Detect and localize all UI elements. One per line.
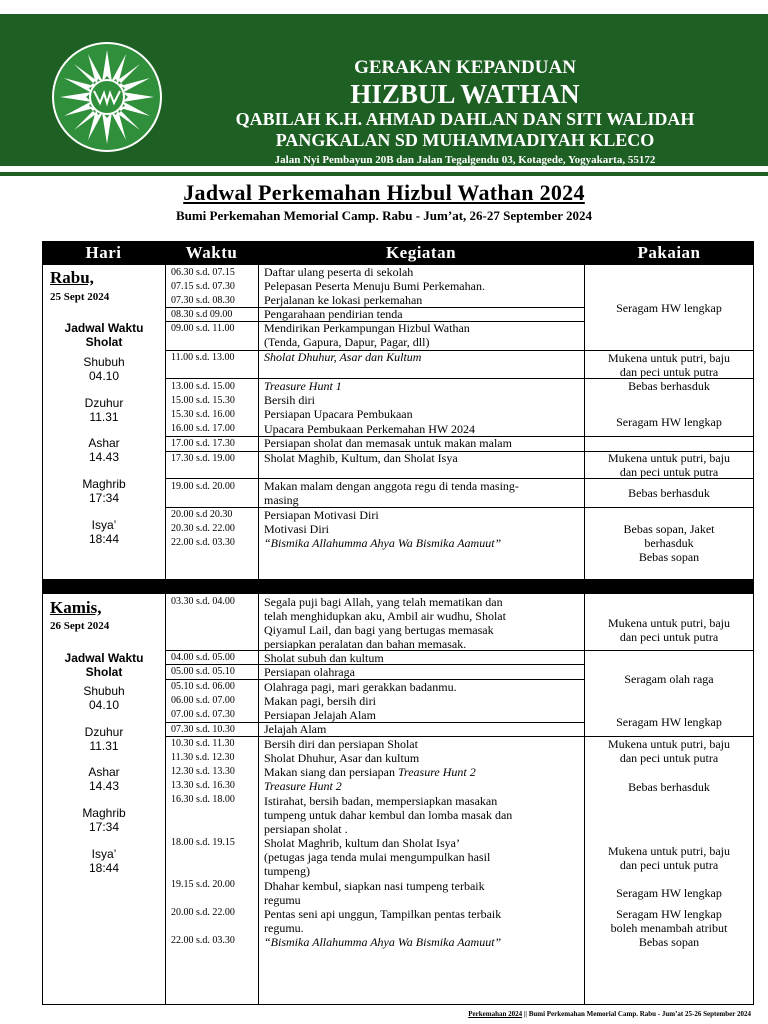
page-footer <box>468 1010 751 1018</box>
attire-text: Bebas sopan, Jaket <box>623 522 715 536</box>
document-title: Jadwal Perkemahan Hizbul Wathan 2024 <box>183 180 585 205</box>
attire-text: dan peci untuk putra <box>619 465 719 479</box>
attire-text: Seragam HW lengkap <box>616 907 722 921</box>
attire-text: dan peci untuk putra <box>619 858 719 872</box>
sholat-name: Maghrib <box>82 477 126 491</box>
activity-text: Sholat Dhuhur, Asar dan kultum <box>264 751 420 765</box>
attire-text: Seragam olah raga <box>624 672 714 686</box>
sholat-schedule-title: Jadwal Waktu Sholat <box>64 321 144 349</box>
time-slot: 17.30 s.d. 19.00 <box>171 453 235 464</box>
sholat-time: 14.43 <box>88 779 120 793</box>
day-name: Kamis, <box>50 598 102 617</box>
time-slot: 04.00 s.d. 05.00 <box>171 652 235 663</box>
activity-text: Jelajah Alam <box>264 722 327 736</box>
column-header-hari: Hari <box>85 243 122 262</box>
time-slot: 22.00 s.d. 03.30 <box>171 935 235 946</box>
attire-text: dan peci untuk putra <box>619 630 719 644</box>
attire-text: dan peci untuk putra <box>619 365 719 379</box>
activity-text: Persiapan Motivasi Diri <box>264 508 379 522</box>
time-slot: 15.00 s.d. 15.30 <box>171 395 235 406</box>
sholat-time: 14.43 <box>88 450 120 464</box>
activity-text: Pelepasan Peserta Menuju Bumi Perkemahan. <box>264 279 485 293</box>
time-slot: 11.00 s.d. 13.00 <box>171 352 235 363</box>
org-name: HIZBUL WATHAN <box>350 79 580 109</box>
sholat-time: 18:44 <box>88 861 120 875</box>
time-slot: 07.00 s.d. 07.30 <box>171 709 235 720</box>
activity-text <box>264 765 580 779</box>
sholat-time: 11.31 <box>89 739 119 753</box>
time-slot: 09.00 s.d. 11.00 <box>171 323 235 334</box>
activity-text: Olahraga pagi, mari gerakkan badanmu. <box>264 680 457 694</box>
activity-text: Qiyamul Lail, dan bagi yang bertugas memasak <box>264 623 494 637</box>
org-qabilah: QABILAH K.H. AHMAD DAHLAN DAN SITI WALIDAH <box>235 109 695 129</box>
activity-text: tumpeng untuk dahar kembul dan lomba masak dan <box>264 808 513 822</box>
activity-text: Dhahar kembul, siapkan nasi tumpeng terbaik <box>264 879 485 893</box>
day-separator <box>42 579 754 594</box>
sholat-name: Ashar <box>88 765 120 779</box>
activity-text: Segala puji bagi Allah, yang telah mematikan dan <box>264 595 503 609</box>
time-slot: 07.15 s.d. 07.30 <box>171 281 235 292</box>
sholat-time: 04.10 <box>88 698 120 712</box>
org-address: Jalan Nyi Pembayun 20B dan Jalan Tegalgendu 03, Kotagede, Yogyakarta, 55172 <box>274 154 656 166</box>
activity-text: persiapkan peralatan dan bahan memasak. <box>264 637 467 651</box>
activity-text: Sholat subuh dan kultum <box>264 651 384 665</box>
day-date: 26 Sept 2024 <box>50 620 110 632</box>
time-slot: 07.30 s.d. 08.30 <box>171 295 235 306</box>
table-header-row <box>42 241 754 265</box>
activity-text: Persiapan sholat dan memasak untuk makan malam <box>264 436 512 450</box>
activity-text: Sholat Maghrib, kultum dan Sholat Isya’ <box>264 836 460 850</box>
activity-text: (petugas jaga tenda mulai mengumpulkan hasil <box>264 850 491 864</box>
time-slot: 08.30 s.d 09.00 <box>171 309 233 320</box>
attire-text: dan peci untuk putra <box>619 751 719 765</box>
attire-text: Bebas sopan <box>638 935 700 949</box>
sholat-name: Shubuh <box>83 684 125 698</box>
column-header-pakaian: Pakaian <box>637 243 701 262</box>
sholat-name: Ashar <box>88 436 120 450</box>
time-slot: 05.10 s.d. 06.00 <box>171 681 235 692</box>
activity-text: Treasure Hunt 2 <box>264 779 342 793</box>
sholat-name: Maghrib <box>82 806 126 820</box>
attire-text: Bebas berhasduk <box>628 780 710 794</box>
time-slot: 16.00 s.d. 17.00 <box>171 423 235 434</box>
column-divider <box>258 265 259 579</box>
activity-text: Motivasi Diri <box>264 522 329 536</box>
footer-right: || Bumi Perkemahan Memorial Camp. Rabu - Jum’at 25-26 September 2024 <box>522 1010 751 1018</box>
activity-text: regumu. <box>264 921 304 935</box>
day-date: 25 Sept 2024 <box>50 291 110 303</box>
column-divider <box>165 594 166 1004</box>
activity-text: Daftar ulang peserta di sekolah <box>264 265 414 279</box>
sholat-name: Dzuhur <box>84 725 124 739</box>
activity-text: (Tenda, Gapura, Dapur, Pagar, dll) <box>264 335 430 349</box>
time-slot: 13.00 s.d. 15.00 <box>171 381 235 392</box>
organization-header <box>175 57 755 167</box>
attire-text: Mukena untuk putri, baju <box>608 451 730 465</box>
activity-text: Perjalanan ke lokasi perkemahan <box>264 293 423 307</box>
attire-text: Bebas berhasduk <box>628 379 710 393</box>
hizbul-wathan-emblem-icon <box>52 42 162 152</box>
attire-text: Bebas sopan <box>638 550 700 564</box>
activity-text: Upacara Pembukaan Perkemahan HW 2024 <box>264 422 476 436</box>
sholat-name: Dzuhur <box>84 396 124 410</box>
time-slot: 22.00 s.d. 03.30 <box>171 537 235 548</box>
sholat-name: Isya’ <box>91 518 117 532</box>
activity-text: Persiapan Jelajah Alam <box>264 708 376 722</box>
attire-text: Bebas berhasduk <box>628 486 710 500</box>
sholat-name: Isya’ <box>91 847 117 861</box>
org-pangkalan: PANGKALAN SD MUHAMMADIYAH KLECO <box>275 130 655 150</box>
activity-text-part: Treasure Hunt 2 <box>397 765 476 779</box>
sholat-time: 18:44 <box>88 532 120 546</box>
activity-text: tumpeng) <box>264 864 310 878</box>
time-slot: 18.00 s.d. 19.15 <box>171 837 235 848</box>
time-slot: 12.30 s.d. 13.30 <box>171 766 235 777</box>
time-slot: 13.30 s.d. 16.30 <box>171 780 235 791</box>
activity-text: Bersih diri dan persiapan Sholat <box>264 737 418 751</box>
time-slot: 03.30 s.d. 04.00 <box>171 596 235 607</box>
attire-text: Mukena untuk putri, baju <box>608 737 730 751</box>
activity-text: telah menghidupkan aku, Ambil air wudhu, Sholat <box>264 609 506 623</box>
activity-text: persiapan sholat . <box>264 822 348 836</box>
activity-text: Sholat Dhuhur, Asar dan Kultum <box>264 350 422 364</box>
activity-text: Pengarahaan pendirian tenda <box>264 307 403 321</box>
sholat-time: 17:34 <box>88 491 120 505</box>
column-header-waktu: Waktu <box>185 243 238 262</box>
activity-text: “Bismika Allahumma Ahya Wa Bismika Aamuut” <box>264 935 502 949</box>
column-divider <box>165 265 166 579</box>
activity-text: Sholat Maghib, Kultum, dan Sholat Isya <box>264 451 458 465</box>
attire-text: Mukena untuk putri, baju <box>608 844 730 858</box>
column-header-kegiatan: Kegiatan <box>385 243 457 262</box>
activity-text: regumu <box>264 893 301 907</box>
activity-text: Makan malam dengan anggota regu di tenda masing- <box>264 479 519 493</box>
time-slot: 05.00 s.d. 05.10 <box>171 666 235 677</box>
footer-left: Perkemahan 2024 <box>468 1010 523 1018</box>
time-slot: 20.30 s.d. 22.00 <box>171 523 235 534</box>
column-divider <box>584 265 585 579</box>
attire-text: Seragam HW lengkap <box>616 415 722 429</box>
attire-text: Mukena untuk putri, baju <box>608 616 730 630</box>
activity-text: Istirahat, bersih badan, mempersiapkan masakan <box>264 794 498 808</box>
activity-text: Bersih diri <box>264 393 315 407</box>
time-slot: 19.00 s.d. 20.00 <box>171 481 235 492</box>
activity-text: Treasure Hunt 1 <box>264 379 342 393</box>
time-slot: 06.30 s.d. 07.15 <box>171 267 235 278</box>
sholat-time: 11.31 <box>89 410 119 424</box>
attire-text: Seragam HW lengkap <box>616 715 722 729</box>
activity-text: masing <box>264 493 299 507</box>
attire-text: berhasduk <box>644 536 694 550</box>
time-slot: 06.00 s.d. 07.00 <box>171 695 235 706</box>
activity-text: “Bismika Allahumma Ahya Wa Bismika Aamuut” <box>264 536 502 550</box>
sholat-name: Shubuh <box>83 355 125 369</box>
activity-text: Persiapan olahraga <box>264 665 355 679</box>
org-line-1: GERAKAN KEPANDUAN <box>354 57 576 78</box>
time-slot: 07.30 s.d. 10.30 <box>171 724 235 735</box>
time-slot: 16.30 s.d. 18.00 <box>171 794 235 805</box>
time-slot: 19.15 s.d. 20.00 <box>171 879 235 890</box>
attire-text: boleh menambah atribut <box>610 921 728 935</box>
header-underline <box>0 172 768 176</box>
document-subtitle: Bumi Perkemahan Memorial Camp. Rabu - Jum’at, 26-27 September 2024 <box>175 208 593 223</box>
activity-text-part: Makan siang dan persiapan <box>264 765 398 779</box>
day-name: Rabu, <box>50 268 94 287</box>
time-slot: 11.30 s.d. 12.30 <box>171 752 235 763</box>
attire-text: Mukena untuk putri, baju <box>608 351 730 365</box>
activity-text: Persiapan Upacara Pembukaan <box>264 407 413 421</box>
column-divider <box>258 594 259 1004</box>
activity-text: Makan pagi, bersih diri <box>264 694 376 708</box>
time-slot: 15.30 s.d. 16.00 <box>171 409 235 420</box>
time-slot: 20.00 s.d 20.30 <box>171 509 233 520</box>
sholat-schedule-title: Jadwal Waktu Sholat <box>64 651 144 679</box>
attire-text: Seragam HW lengkap <box>616 886 722 900</box>
column-divider <box>584 594 585 1004</box>
time-slot: 10.30 s.d. 11.30 <box>171 738 235 749</box>
sholat-time: 17:34 <box>88 820 120 834</box>
time-slot: 20.00 s.d. 22.00 <box>171 907 235 918</box>
attire-text: Seragam HW lengkap <box>616 301 722 315</box>
activity-text: Pentas seni api unggun, Tampilkan pentas terbaik <box>264 907 502 921</box>
time-slot: 17.00 s.d. 17.30 <box>171 438 235 449</box>
sholat-time: 04.10 <box>88 369 120 383</box>
activity-text: Mendirikan Perkampungan Hizbul Wathan <box>264 321 470 335</box>
